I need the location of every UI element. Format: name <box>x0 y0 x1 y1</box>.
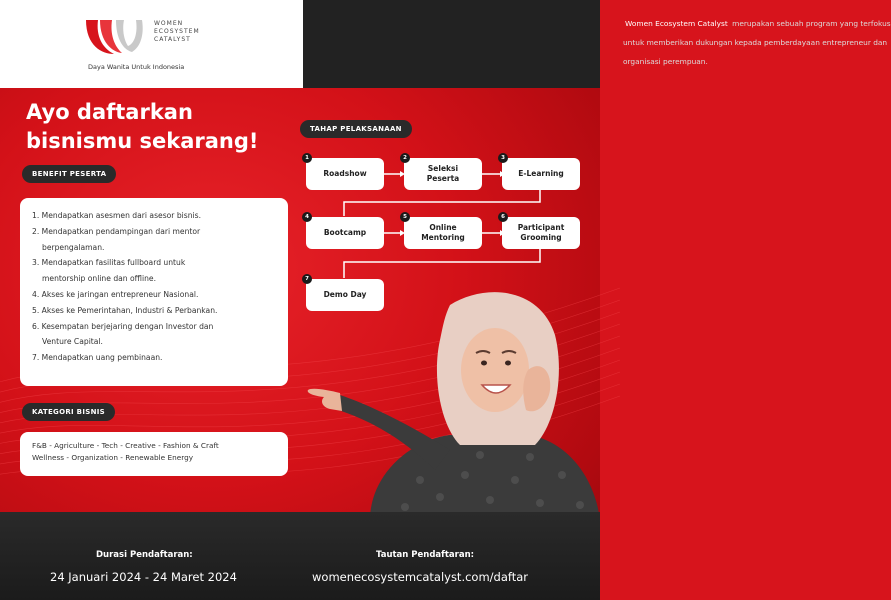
intro-highlight: Women Ecosystem Catalyst <box>625 19 728 28</box>
footer <box>0 512 600 600</box>
step-number: 4 <box>302 212 312 222</box>
step-online-mentoring <box>403 214 482 249</box>
step-number: 1 <box>302 153 312 163</box>
kategori-line-1: F&B - Agriculture - Tech - Creative - Fashion & Craft <box>32 441 219 450</box>
step-label: Roadshow <box>323 169 367 178</box>
step-number: 3 <box>498 153 508 163</box>
intro-body: merupakan sebuah program yang terfokus untuk memberikan dukungan kepada pemberdayaan entrepreneur dan organisasi perempuan. <box>623 19 891 66</box>
step-bootcamp <box>305 214 384 249</box>
logo-line-1: WOMEN <box>154 20 184 27</box>
benefit-item: 4. Akses ke jaringan entrepreneur Nasional. <box>32 289 199 299</box>
tautan-label: Tautan Pendaftaran: <box>376 550 475 560</box>
tautan-link[interactable]: womenecosystemcatalyst.com/daftar <box>312 570 529 584</box>
benefit-item: 6. Kesempatan berjejaring dengan Investor dan <box>32 321 214 331</box>
durasi-value: 24 Januari 2024 - 24 Maret 2024 <box>50 570 237 584</box>
step-label: Demo Day <box>323 290 367 299</box>
step-roadshow <box>305 155 384 190</box>
durasi-label: Durasi Pendaftaran: <box>96 550 193 560</box>
kategori-label: KATEGORI BISNIS <box>22 403 115 421</box>
woman-pointing-illustration <box>300 275 600 520</box>
step-label: Participant Grooming <box>517 223 565 242</box>
benefit-item: 7. Mendapatkan uang pembinaan. <box>32 353 163 363</box>
tahap-label: TAHAP PELAKSANAAN <box>300 120 412 138</box>
benefit-item: 5. Akses ke Pemerintahan, Industri & Perbankan. <box>32 305 218 315</box>
step-label: Online Mentoring <box>421 223 465 242</box>
step-seleksi-peserta <box>403 155 482 190</box>
step-participant-grooming <box>501 214 580 249</box>
kategori-line-2: Wellness - Organization - Renewable Energy <box>32 453 194 462</box>
headline-line-1: Ayo daftarkan <box>26 100 193 124</box>
step-e-learning <box>501 155 580 190</box>
benefit-item: 1. Mendapatkan asesmen dari asesor bisnis. <box>32 211 202 220</box>
logo-line-3: CATALYST <box>154 36 191 43</box>
benefit-item: Venture Capital. <box>42 337 103 347</box>
step-label: Bootcamp <box>323 228 367 237</box>
tagline: Daya Wanita Untuk Indonesia <box>88 63 185 71</box>
step-label: E-Learning <box>518 169 564 178</box>
benefit-item: berpengalaman. <box>42 242 105 252</box>
intro-text <box>623 14 891 71</box>
headline-line-2: bisnismu sekarang! <box>26 129 259 153</box>
step-number: 5 <box>400 212 410 222</box>
benefit-item: 3. Mendapatkan fasilitas fullboard untuk <box>32 258 186 268</box>
step-number: 2 <box>400 153 410 163</box>
step-number: 7 <box>302 274 312 284</box>
logo-line-2: ECOSYSTEM <box>154 28 200 35</box>
benefit-label: BENEFIT PESERTA <box>22 165 116 183</box>
step-label: Seleksi Peserta <box>426 164 460 183</box>
benefit-item: mentorship online dan offline. <box>42 274 157 284</box>
step-number: 6 <box>498 212 508 222</box>
benefit-item: 2. Mendapatkan pendampingan dari mentor <box>32 226 201 236</box>
